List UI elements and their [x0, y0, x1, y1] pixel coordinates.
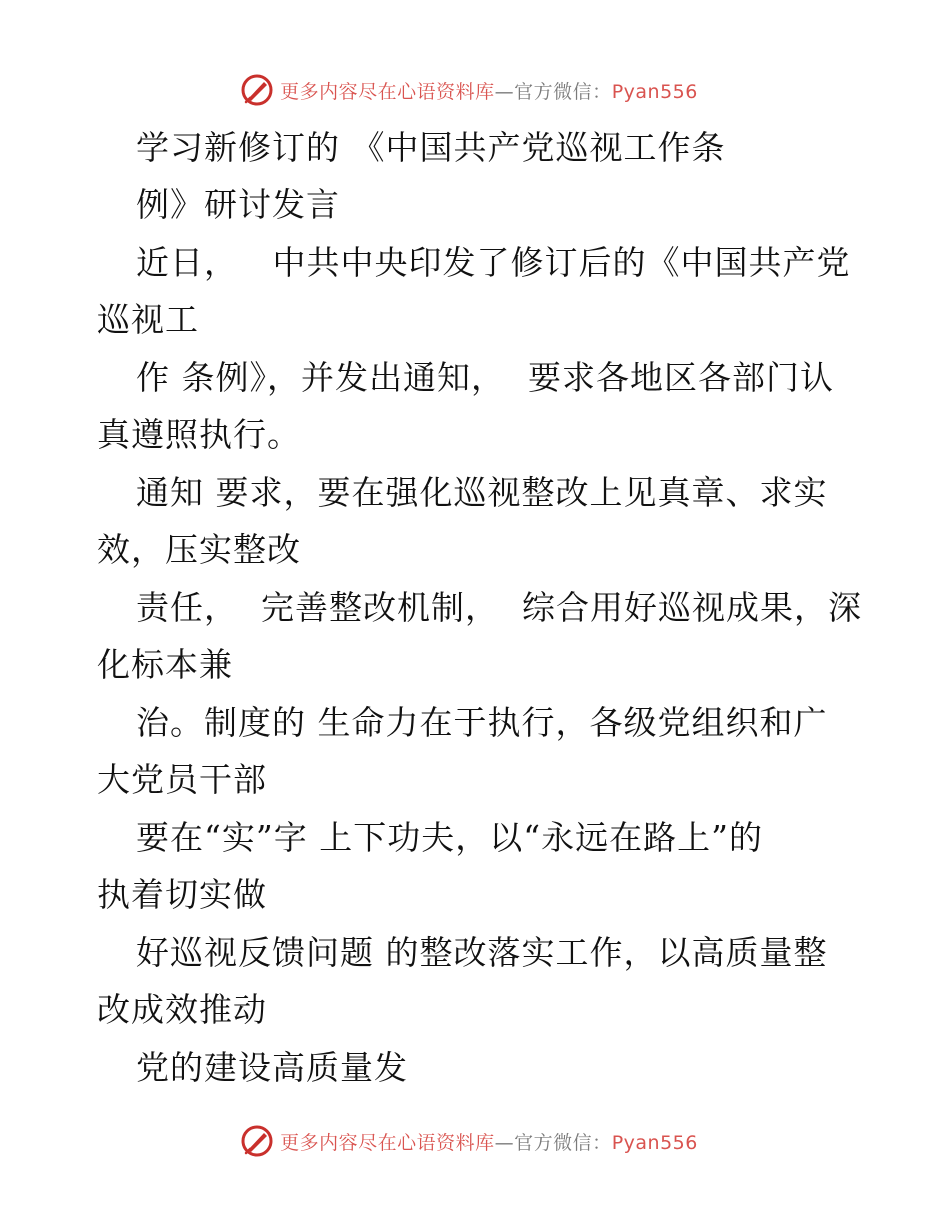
watermark-dash: — — [494, 80, 515, 103]
text-line: 真遵照执行。 — [97, 415, 301, 454]
watermark-wechat-label: 官方微信： — [514, 1131, 612, 1154]
footer-watermark — [0, 1121, 950, 1161]
text-line: 化标本兼 — [97, 645, 233, 684]
text-line: 好巡视反馈问题 的整改落实工作，以高质量整 — [136, 933, 828, 972]
title-line-2: 例》研讨发言 — [136, 185, 340, 224]
text-line: 通知 要求，要在强化巡视整改上见真章、求实 — [136, 473, 828, 512]
watermark-wechat-id: Pyan556 — [611, 1131, 698, 1154]
watermark-prefix: 更多内容尽在心语资料库 — [280, 80, 495, 103]
watermark-wechat-label: 官方微信： — [514, 80, 612, 103]
text-line: 执着切实做 — [97, 875, 267, 914]
text-line: 改成效推动 — [97, 990, 267, 1029]
text-line: 责任， 完善整改机制， 综合用好巡视成果，深 — [136, 588, 862, 627]
text-line: 近日， 中共中央印发了修订后的《中国共产党 — [136, 243, 851, 282]
text-line: 大党员干部 — [97, 760, 267, 799]
text-line: 治。制度的 生命力在于执行，各级党组织和广 — [136, 703, 828, 742]
title-line-1: 学习新修订的 《中国共产党巡视工作条 — [136, 128, 726, 167]
watermark-prefix: 更多内容尽在心语资料库 — [280, 1131, 495, 1154]
text-line: 党的建设高质量发 — [136, 1048, 408, 1087]
watermark-dash: — — [494, 1131, 515, 1154]
watermark-group — [240, 1124, 698, 1158]
text-line: 作 条例》，并发出通知， 要求各地区各部门认 — [136, 358, 834, 397]
watermark-wechat-id: Pyan556 — [611, 80, 698, 103]
text-line: 效，压实整改 — [97, 530, 301, 569]
quill-pen-logo-icon — [240, 1124, 274, 1158]
text-line: 要在“实”字 上下功夫，以“永远在路上”的 — [136, 818, 763, 857]
watermark-text — [280, 1128, 698, 1155]
text-line: 巡视工 — [97, 300, 199, 339]
